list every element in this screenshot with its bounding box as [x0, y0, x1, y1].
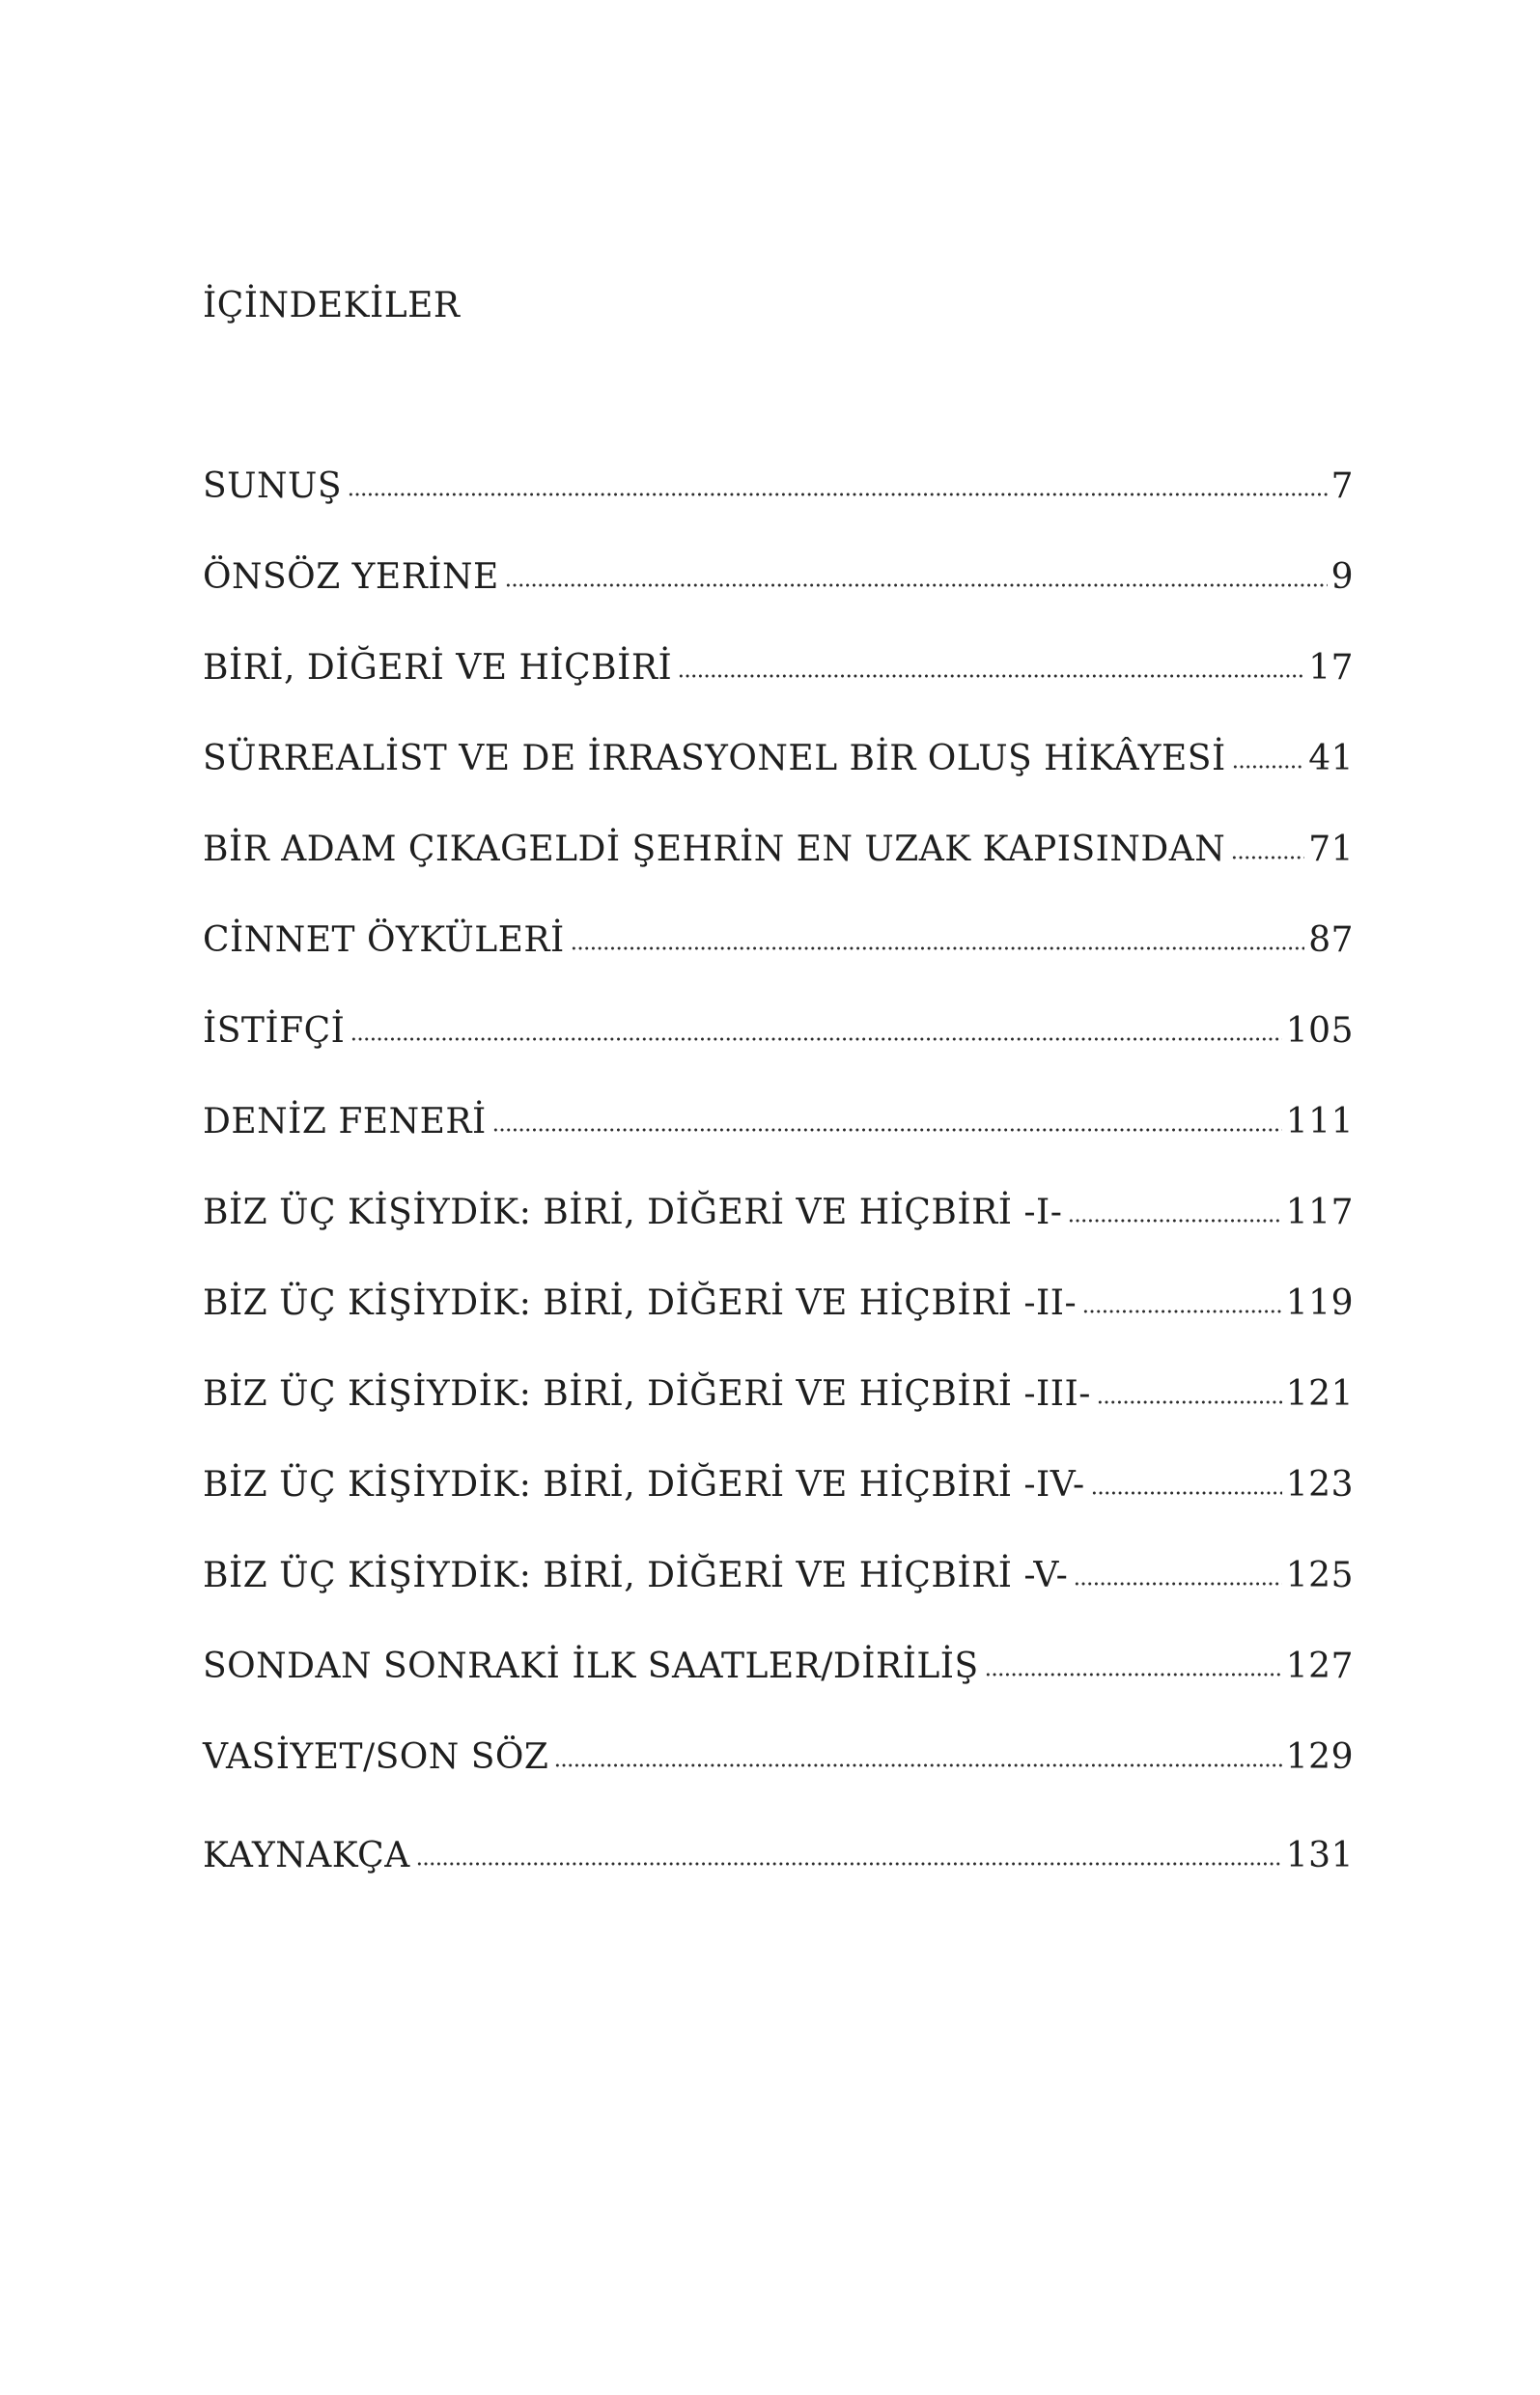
toc-entry-page: 117	[1285, 1193, 1354, 1232]
dot-leader	[571, 945, 1304, 951]
toc-entry-title: BİZ ÜÇ KİŞİYDİK: BİRİ, DİĞERİ VE HİÇBİRİ -III-	[203, 1374, 1091, 1414]
toc-entry-page: 41	[1308, 739, 1354, 778]
toc-entry[interactable]	[203, 1460, 1354, 1510]
toc-entry-page: 17	[1308, 648, 1354, 688]
toc-entry-page: 119	[1285, 1283, 1354, 1323]
dot-leader	[1082, 1309, 1282, 1314]
toc-entry-title: SUNUŞ	[203, 466, 343, 506]
dot-leader	[985, 1672, 1282, 1677]
toc-entry-title: DENİZ FENERİ	[203, 1102, 487, 1141]
toc-entry-title: VASİYET/SON SÖZ	[203, 1737, 549, 1777]
dot-leader	[1232, 764, 1305, 770]
toc-entry[interactable]	[203, 1369, 1354, 1420]
toc-entry[interactable]	[203, 1006, 1354, 1057]
toc-entry[interactable]	[203, 916, 1354, 966]
toc-entry-page: 105	[1285, 1011, 1354, 1051]
dot-leader	[1091, 1490, 1282, 1496]
toc-entry-page: 71	[1308, 830, 1354, 869]
toc-entry-title: CİNNET ÖYKÜLERİ	[203, 920, 565, 960]
dot-leader	[416, 1861, 1282, 1867]
dot-leader	[1097, 1399, 1282, 1405]
dot-leader	[505, 582, 1328, 588]
toc-entry-page: 111	[1285, 1102, 1354, 1141]
dot-leader	[348, 492, 1328, 497]
dot-leader	[678, 673, 1304, 679]
toc-entry[interactable]	[203, 1097, 1354, 1147]
toc-entry[interactable]	[203, 734, 1354, 784]
toc-entry[interactable]	[203, 643, 1354, 693]
toc-entry[interactable]	[203, 1551, 1354, 1601]
toc-entry-page: 125	[1285, 1556, 1354, 1595]
toc-entry-page: 87	[1308, 920, 1354, 960]
toc-entry-page: 121	[1285, 1374, 1354, 1414]
dot-leader	[1074, 1581, 1281, 1587]
page-title: İÇİNDEKİLER	[203, 286, 461, 325]
toc-entry-title: SÜRREALİST VE DE İRRASYONEL BİR OLUŞ HİKÂYESİ	[203, 739, 1226, 778]
toc-entry-title: BİZ ÜÇ KİŞİYDİK: BİRİ, DİĞERİ VE HİÇBİRİ -II-	[203, 1283, 1078, 1323]
toc-entry[interactable]	[203, 1188, 1354, 1238]
toc-entry[interactable]	[203, 462, 1354, 512]
toc-entry-page: 129	[1285, 1737, 1354, 1777]
toc-entry-page: 7	[1330, 466, 1354, 506]
toc-entry-page: 123	[1285, 1465, 1354, 1505]
toc-entry-page: 9	[1330, 557, 1354, 597]
toc-entry[interactable]	[203, 1642, 1354, 1692]
dot-leader	[492, 1127, 1282, 1133]
dot-leader	[554, 1762, 1281, 1768]
toc-entry[interactable]	[203, 552, 1354, 603]
toc-entry-title: BİZ ÜÇ KİŞİYDİK: BİRİ, DİĞERİ VE HİÇBİRİ -V-	[203, 1556, 1069, 1595]
toc-entry-title: SONDAN SONRAKİ İLK SAATLER/DİRİLİŞ	[203, 1647, 979, 1686]
toc-entry-title: BİR ADAM ÇIKAGELDİ ŞEHRİN EN UZAK KAPISINDAN	[203, 830, 1226, 869]
dot-leader	[1068, 1218, 1281, 1224]
toc-entry-title: İSTİFÇİ	[203, 1011, 346, 1051]
toc-entry-page: 127	[1285, 1647, 1354, 1686]
toc-entry-title: ÖNSÖZ YERİNE	[203, 557, 499, 597]
toc-entry[interactable]	[203, 1279, 1354, 1329]
toc-entry-title: BİZ ÜÇ KİŞİYDİK: BİRİ, DİĞERİ VE HİÇBİRİ -I-	[203, 1193, 1063, 1232]
toc-entry-page: 131	[1285, 1836, 1354, 1875]
toc-entry-title: BİRİ, DİĞERİ VE HİÇBİRİ	[203, 648, 673, 688]
toc-entry-title: BİZ ÜÇ KİŞİYDİK: BİRİ, DİĞERİ VE HİÇBİRİ -IV-	[203, 1465, 1085, 1505]
dot-leader	[1231, 855, 1304, 860]
toc-entry[interactable]	[203, 1733, 1354, 1783]
toc-entry-title: KAYNAKÇA	[203, 1836, 410, 1875]
toc-entry[interactable]	[203, 825, 1354, 875]
toc-entry[interactable]	[203, 1831, 1354, 1881]
dot-leader	[350, 1036, 1281, 1042]
